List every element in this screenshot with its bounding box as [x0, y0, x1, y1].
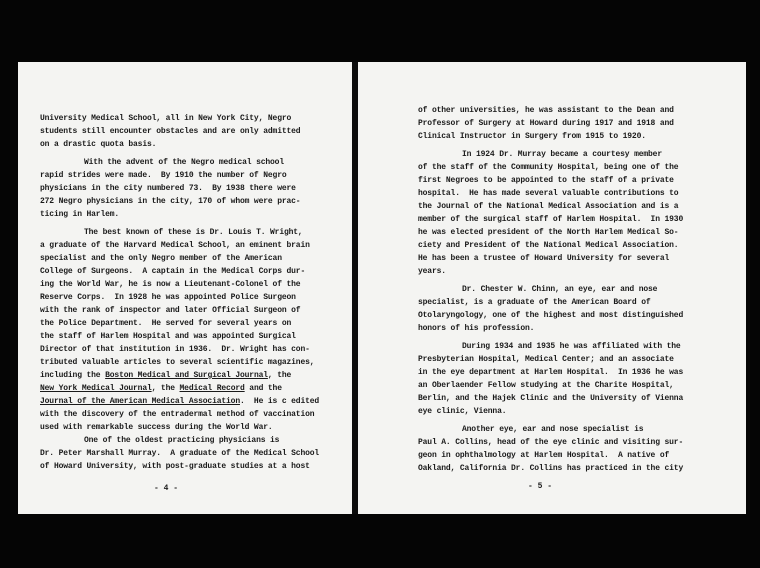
journal-title: New York Medical Journal — [40, 384, 152, 393]
text-line: Berlin, and the Hajek Clinic and the University of Vienna — [418, 394, 684, 403]
text-line: of Howard University, with post-graduate studies at a host — [40, 462, 310, 471]
text-line — [40, 382, 345, 395]
text-line: geon in ophthalmology at Harlem Hospital. A native of — [418, 451, 670, 460]
text-segment: and the — [244, 384, 282, 393]
text-line: with the rank of inspector and later Official Surgeon of — [40, 306, 301, 315]
text-segment: , the — [151, 384, 180, 393]
text-line: Professor of Surgery at Howard during 1917 and 1918 and — [418, 119, 674, 128]
text-line: physicians in the city numbered 73. By 1938 there were — [40, 184, 296, 193]
journal-title: Medical Record — [179, 384, 245, 393]
text-line: honors of his profession. — [418, 324, 535, 333]
text-line — [40, 395, 345, 408]
text-line: on a drastic quota basis. — [40, 140, 157, 149]
text-line: Reserve Corps. In 1928 he was appointed Police Surgeon — [40, 293, 296, 302]
text-line: ciety and President of the National Medical Association. — [418, 241, 679, 250]
text-line: the Journal of the National Medical Association and is a — [418, 202, 679, 211]
text-line: College of Surgeons. A captain in the Medical Corps dur- — [40, 267, 306, 276]
text-line: a graduate of the Harvard Medical School, an eminent brain — [40, 241, 310, 250]
text-line: In 1924 Dr. Murray became a courtesy member — [462, 150, 662, 159]
left-page-text — [40, 112, 345, 473]
text-segment: including the — [40, 371, 106, 380]
text-line: used with remarkable success during the World War. — [40, 423, 273, 432]
page-number: - 5 - — [528, 482, 553, 491]
text-segment: . He is c edited — [239, 397, 320, 406]
text-line — [40, 369, 345, 382]
text-line: first Negroes to be appointed to the staff of a private — [418, 176, 674, 185]
text-line: Clinical Instructor in Surgery from 1915 to 1920. — [418, 132, 646, 141]
text-line: Oakland, California Dr. Collins has practiced in the city — [418, 464, 684, 473]
text-line: University Medical School, all in New York City, Negro — [40, 114, 292, 123]
text-line: he was elected president of the North Harlem Medical So- — [418, 228, 679, 237]
text-line: During 1934 and 1935 he was affiliated with the — [462, 342, 681, 351]
text-line: students still encounter obstacles and are only admitted — [40, 127, 301, 136]
text-line: of the staff of the Community Hospital, being one of the — [418, 163, 679, 172]
text-line: eye clinic, Vienna. — [418, 407, 507, 416]
text-line: One of the oldest practicing physicians is — [84, 436, 280, 445]
right-page-text — [418, 104, 718, 475]
text-line: tributed valuable articles to several scientific magazines, — [40, 358, 315, 367]
text-line: member of the surgical staff of Harlem Hospital. In 1930 — [418, 215, 684, 224]
text-line: Another eye, ear and nose specialist is — [462, 425, 644, 434]
text-line: rapid strides were made. By 1910 the number of Negro — [40, 171, 287, 180]
text-line: Dr. Chester W. Chinn, an eye, ear and nose — [462, 285, 658, 294]
text-line: Dr. Peter Marshall Murray. A graduate of the Medical School — [40, 449, 320, 458]
text-line: hospital. He has made several valuable contributions to — [418, 189, 679, 198]
text-line: with the discovery of the entradermal method of vaccination — [40, 410, 315, 419]
text-line: The best known of these is Dr. Louis T. Wright, — [84, 228, 303, 237]
text-line: 272 Negro physicians in the city, 170 of whom were prac- — [40, 197, 301, 206]
text-line: in the eye department at Harlem Hospital. In 1936 he was — [418, 368, 684, 377]
text-line: specialist and the only Negro member of the American — [40, 254, 282, 263]
text-line: Presbyterian Hospital, Medical Center; and an associate — [418, 355, 674, 364]
right-page — [358, 62, 746, 514]
left-page — [18, 62, 352, 514]
text-line: the staff of Harlem Hospital and was appointed Surgical — [40, 332, 296, 341]
text-line: of other universities, he was assistant to the Dean and — [418, 106, 674, 115]
text-line: ing the World War, he is now a Lieutenant-Colonel of the — [40, 280, 301, 289]
text-line: Director of that institution in 1936. Dr. Wright has con- — [40, 345, 310, 354]
text-line: Paul A. Collins, head of the eye clinic and visiting sur- — [418, 438, 684, 447]
page-number: - 4 - — [154, 484, 179, 493]
text-line: years. — [418, 267, 446, 276]
text-line: Otolaryngology, one of the highest and most distinguished — [418, 311, 684, 320]
text-line: With the advent of the Negro medical school — [84, 158, 284, 167]
journal-title: Journal of the American Medical Association — [40, 397, 240, 406]
text-line: ticing in Harlem. — [40, 210, 120, 219]
text-line: an Oberlaender Fellow studying at the Charite Hospital, — [418, 381, 674, 390]
text-line: specialist, is a graduate of the American Board of — [418, 298, 651, 307]
text-line: the Police Department. He served for several years on — [40, 319, 292, 328]
text-segment: , the — [267, 371, 292, 380]
journal-title: Boston Medical and Surgical Journal — [105, 371, 268, 380]
text-line: He has been a trustee of Howard University for several — [418, 254, 670, 263]
